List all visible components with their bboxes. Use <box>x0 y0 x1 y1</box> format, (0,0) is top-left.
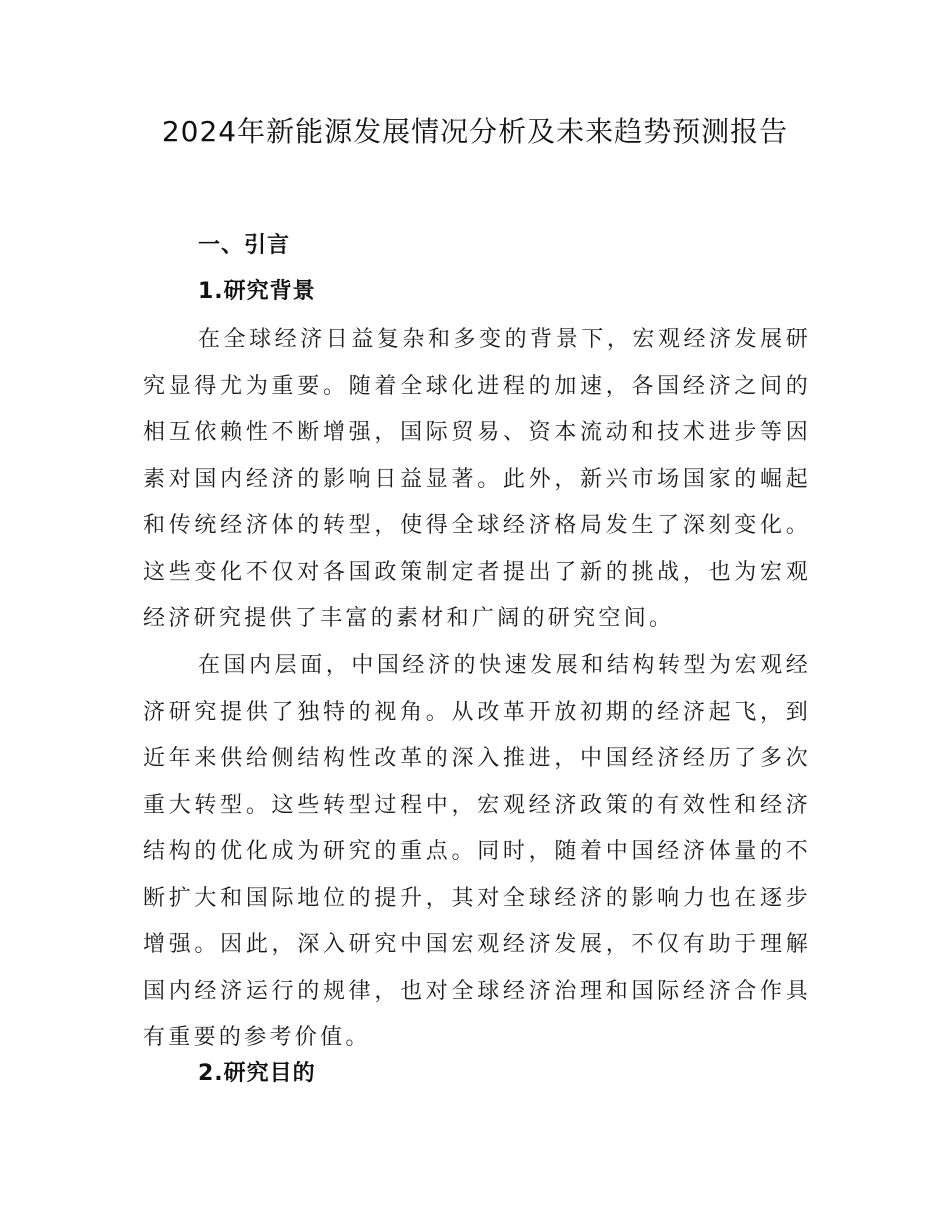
document-title: 2024年新能源发展情况分析及未来趋势预测报告 <box>161 115 789 148</box>
paragraph-domestic-context: 在国内层面，中国经济的快速发展和结构转型为宏观经济研究提供了独特的视角。从改革开放初期的经济起飞，到近年来供给侧结构性改革的深入推进，中国经济经历了多次重大转型。这些转型过程中，宏观经济政策的有效性和经济结构的优化成为研究的重点。同时，随着中国经济体量的不断扩大和国际地位的提升，其对全球经济的影响力也在逐步增强。因此，深入研究中国宏观经济发展，不仅有助于理解国内经济运行的规律，也对全球经济治理和国际经济合作具有重要的参考价值。 <box>143 653 811 1050</box>
paragraph-global-context: 在全球经济日益复杂和多变的背景下，宏观经济发展研究显得尤为重要。随着全球化进程的加速，各国经济之间的相互依赖性不断增强，国际贸易、资本流动和技术进步等因素对国内经济的影响日益显著。此外，新兴市场国家的崛起和传统经济体的转型，使得全球经济格局发生了深刻变化。这些变化不仅对各国政策制定者提出了新的挑战，也为宏观经济研究提供了丰富的素材和广阔的研究空间。 <box>143 327 811 631</box>
subsection-heading-research-purpose: 2.研究目的 <box>198 1061 316 1086</box>
subsection-heading-research-background: 1.研究背景 <box>198 279 316 304</box>
section-heading-introduction: 一、引言 <box>198 233 291 258</box>
